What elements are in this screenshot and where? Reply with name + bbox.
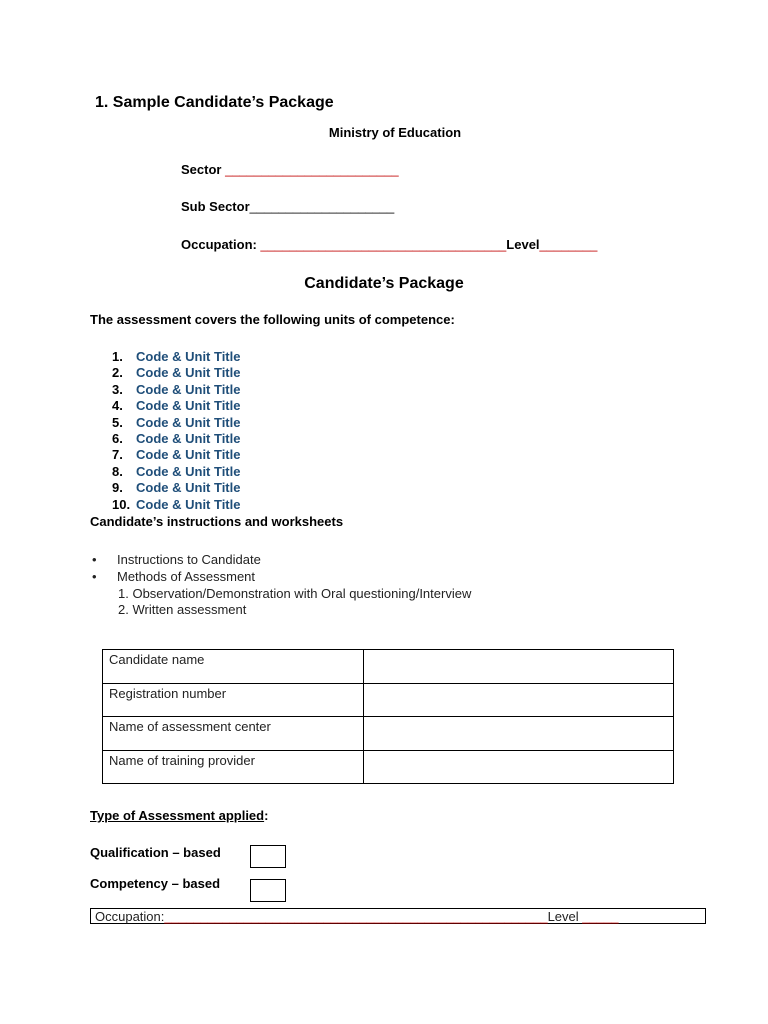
unit-title: Code & Unit Title — [136, 463, 241, 479]
unit-title: Code & Unit Title — [136, 381, 241, 397]
instructions-list — [92, 551, 261, 585]
list-item — [112, 365, 240, 381]
candidate-info-table — [102, 649, 674, 784]
instructions-heading: Candidate’s instructions and worksheets — [90, 514, 344, 529]
subsector-field — [181, 199, 394, 214]
list-item — [112, 415, 240, 431]
subsector-blank: ____________________ — [249, 199, 395, 214]
units-list — [112, 349, 240, 513]
list-item — [112, 382, 240, 398]
list-item: 1. Observation/Demonstration with Oral questioning/Interview — [118, 586, 472, 601]
heading-number: 1. — [95, 94, 109, 111]
bullet-icon: • — [92, 569, 97, 584]
occupation-field — [181, 237, 597, 252]
bullet-text: Instructions to Candidate — [117, 552, 261, 567]
footer-occupation-blank: _____________________________________________________ — [164, 909, 548, 924]
list-item — [112, 464, 240, 480]
subsector-label: Sub Sector — [181, 199, 250, 214]
assessment-center-field[interactable] — [364, 717, 674, 751]
list-item — [112, 497, 240, 513]
list-item — [112, 398, 240, 414]
row-label: Registration number — [103, 683, 364, 717]
level-label: Level — [506, 237, 540, 252]
list-item — [112, 431, 240, 447]
qualification-checkbox[interactable] — [250, 845, 286, 868]
unit-number: 9. — [112, 480, 123, 496]
footer-occupation-label: Occupation: — [95, 909, 165, 924]
list-item — [112, 480, 240, 496]
list-item: 2. Written assessment — [118, 602, 247, 617]
occupation-label: Occupation: — [181, 237, 257, 252]
unit-number: 3. — [112, 381, 123, 397]
units-intro: The assessment covers the following units of competence: — [90, 312, 455, 327]
package-title: Candidate’s Package — [304, 275, 464, 292]
unit-number: 1. — [112, 349, 123, 364]
list-item — [112, 447, 240, 463]
unit-number: 4. — [112, 398, 123, 414]
ministry-label: Ministry of Education — [328, 125, 462, 140]
row-label: Candidate name — [103, 650, 364, 684]
bullet-icon: • — [92, 552, 97, 567]
unit-number: 5. — [112, 414, 123, 430]
table-row — [103, 750, 674, 784]
unit-number: 6. — [112, 430, 123, 446]
bullet-text: Methods of Assessment — [117, 569, 256, 584]
unit-title: Code & Unit Title — [136, 398, 241, 414]
list-item — [92, 551, 261, 568]
sector-field — [181, 162, 399, 177]
competency-checkbox[interactable] — [250, 879, 286, 902]
list-item — [92, 568, 261, 585]
unit-number: 2. — [112, 365, 123, 381]
unit-title: Code & Unit Title — [136, 496, 241, 512]
sector-label: Sector — [181, 162, 222, 177]
unit-title: Code & Unit Title — [136, 365, 241, 381]
unit-title: Code & Unit Title — [136, 480, 241, 496]
footer-occupation-row — [90, 908, 706, 924]
unit-title: Code & Unit Title — [136, 447, 241, 463]
footer-level-blank: _____ — [582, 909, 619, 924]
assessment-type-colon: : — [264, 808, 269, 823]
unit-title: Code & Unit Title — [136, 430, 241, 446]
registration-number-field[interactable] — [364, 683, 674, 717]
footer-level-label: Level — [547, 909, 579, 924]
table-row — [103, 683, 674, 717]
assessment-type-heading — [90, 808, 268, 823]
occupation-blank: __________________________________ — [260, 237, 507, 252]
level-blank: ________ — [539, 237, 598, 252]
unit-number: 8. — [112, 463, 123, 479]
table-row — [103, 650, 674, 684]
methods-list — [118, 586, 471, 618]
unit-title: Code & Unit Title — [136, 414, 241, 430]
sector-blank: ________________________ — [225, 162, 399, 177]
row-label: Name of assessment center — [103, 717, 364, 751]
list-item — [112, 349, 240, 365]
table-row — [103, 717, 674, 751]
competency-label: Competency – based — [90, 876, 221, 891]
assessment-type-label: Type of Assessment applied — [90, 808, 265, 823]
section-heading — [95, 94, 334, 112]
unit-number: 7. — [112, 447, 123, 463]
qualification-label: Qualification – based — [90, 845, 221, 860]
unit-number: 10. — [112, 496, 131, 512]
training-provider-field[interactable] — [364, 750, 674, 784]
candidate-name-field[interactable] — [364, 650, 674, 684]
unit-title: Code & Unit Title — [136, 349, 241, 364]
row-label: Name of training provider — [103, 750, 364, 784]
heading-text: Sample Candidate’s Package — [112, 94, 334, 111]
